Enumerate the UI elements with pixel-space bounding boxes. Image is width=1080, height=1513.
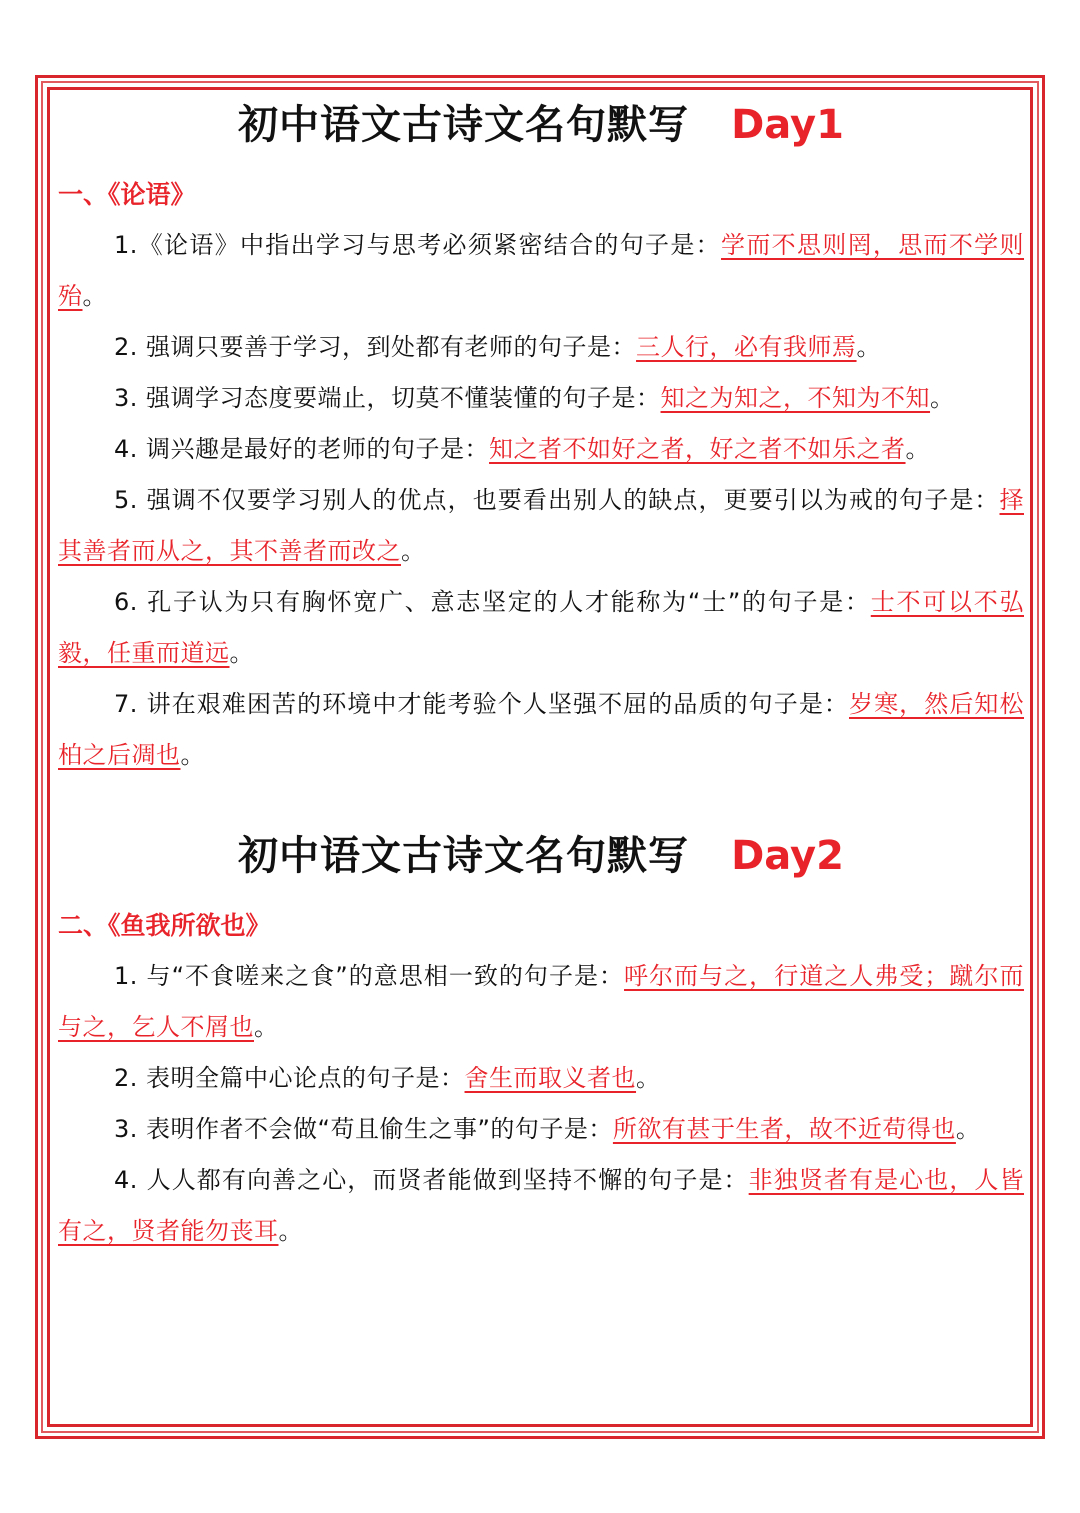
section-heading: 一、《论语》	[58, 180, 196, 209]
question-text: 5. 强调不仅要学习别人的优点，也要看出别人的缺点，更要引以为戒的句子是：	[114, 486, 1000, 514]
question-item	[58, 577, 1024, 679]
question-item	[58, 951, 1024, 1053]
section-title-day1	[58, 92, 1024, 158]
answer-text: 知之为知之，不知为不知	[660, 384, 931, 412]
question-item	[58, 424, 1024, 475]
title-text: 初中语文古诗文名句默写	[238, 833, 690, 879]
question-item	[58, 1053, 1024, 1104]
question-end: 。	[82, 282, 107, 310]
question-text: 3. 表明作者不会做“苟且偷生之事”的句子是：	[114, 1115, 613, 1143]
question-item	[58, 679, 1024, 781]
answer-text: 呼尔而与之，行道之人弗受；蹴尔而与之，乞人不屑也	[58, 962, 1024, 1041]
title-text: 初中语文古诗文名句默写	[238, 102, 690, 148]
day-label: Day2	[731, 833, 844, 879]
answer-text: 士不可以不弘毅，任重而道远	[58, 588, 1024, 667]
question-text: 3. 强调学习态度要端止，切莫不懂装懂的句子是：	[114, 384, 661, 412]
answer-text: 三人行，必有我师焉	[636, 333, 857, 361]
question-text: 4. 调兴趣是最好的老师的句子是：	[114, 435, 490, 463]
question-end: 。	[905, 435, 931, 463]
section-title-day2	[58, 823, 1024, 889]
question-end: 。	[278, 1217, 303, 1245]
answer-text: 学而不思则罔，思而不学则殆	[58, 231, 1025, 310]
question-end: 。	[856, 333, 882, 361]
day-label: Day1	[731, 102, 844, 148]
question-end: 。	[180, 741, 205, 769]
question-item	[58, 1104, 1024, 1155]
question-text: 7. 讲在艰难困苦的环境中才能考验个人坚强不屈的品质的句子是：	[114, 690, 849, 718]
question-text: 4. 人人都有向善之心，而贤者能做到坚持不懈的句子是：	[114, 1166, 749, 1194]
answer-text: 择其善者而从之，其不善者而改之	[58, 486, 1024, 565]
answer-text: 知之者不如好之者，好之者不如乐之者	[489, 435, 906, 463]
answer-text: 舍生而取义者也	[464, 1064, 637, 1092]
document-content	[58, 92, 1024, 1257]
question-end: 。	[254, 1013, 279, 1041]
question-end: 。	[229, 639, 254, 667]
question-text: 1.《论语》中指出学习与思考必须紧密结合的句子是：	[114, 231, 722, 259]
question-end: 。	[636, 1064, 661, 1092]
question-text: 6. 孔子认为只有胸怀宽广、意志坚定的人才能称为“士”的句子是：	[114, 588, 871, 616]
question-end: 。	[401, 537, 426, 565]
question-item	[58, 475, 1024, 577]
answer-text: 岁寒，然后知松柏之后凋也	[58, 690, 1025, 769]
question-text: 1. 与“不食嗟来之食”的意思相一致的句子是：	[114, 962, 625, 990]
question-end: 。	[955, 1115, 981, 1143]
question-end: 。	[930, 384, 955, 412]
section-spacer	[58, 781, 1024, 823]
question-text: 2. 表明全篇中心论点的句子是：	[114, 1064, 465, 1092]
question-item	[58, 1155, 1024, 1257]
answer-text: 所欲有甚于生者，故不近苟得也	[612, 1115, 956, 1143]
question-item	[58, 220, 1024, 322]
section-heading: 二、《鱼我所欲也》	[58, 911, 271, 940]
answer-text: 非独贤者有是心也，人皆有之，贤者能勿丧耳	[58, 1166, 1025, 1245]
question-text: 2. 强调只要善于学习，到处都有老师的句子是：	[114, 333, 637, 361]
question-item	[58, 322, 1024, 373]
question-item	[58, 373, 1024, 424]
